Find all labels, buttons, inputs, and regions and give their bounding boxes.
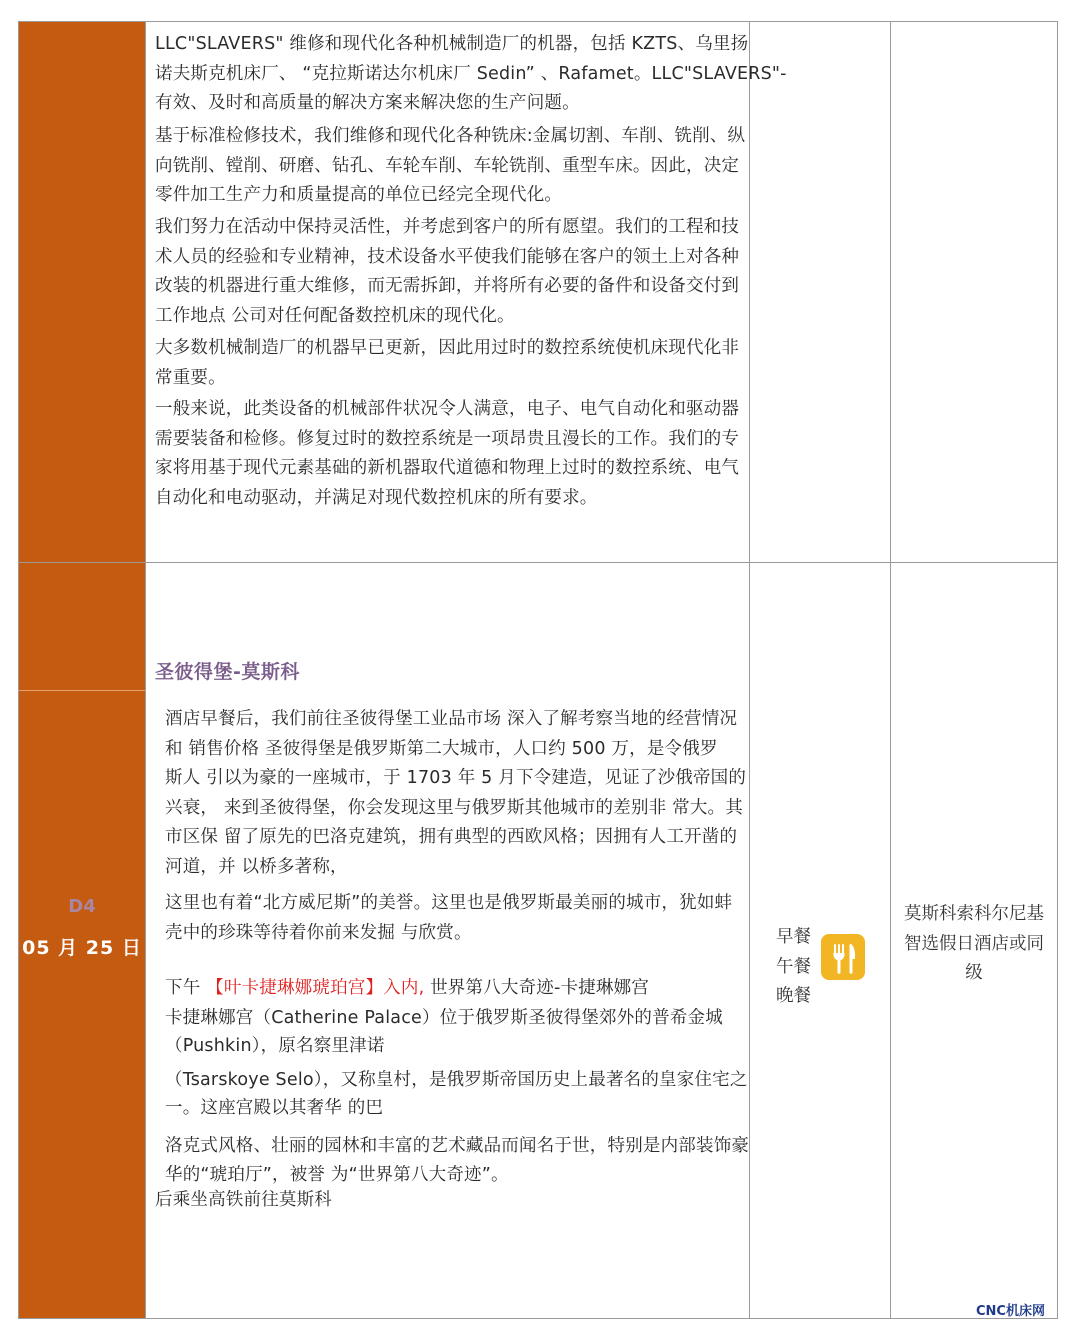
site-watermark: CNC机床网 — [976, 1304, 1045, 1319]
closing-line: 后乘坐高铁前往莫斯科 — [155, 1190, 332, 1210]
day-date: 05 月 25 日 — [22, 937, 142, 959]
meals-list — [776, 923, 811, 1012]
equipment-condition-paragraph: 一般来说，此类设备的机械部件状况令人满意，电子、电气自动化和驱动器 需要装备和检修。修复过时的数控系统是一项昂贵且漫长的工作。我们的专 家将用基于现代元素基础的新机器取代道德和物理上过时的数控系统、电气 自动化和电动驱动，并满足对现代数控机床的所有要求。 — [155, 399, 740, 508]
table-border-right — [1057, 21, 1058, 1319]
table-border-left — [18, 21, 19, 1319]
company-intro-paragraph: LLC"SLAVERS" 维修和现代化各种机械制造厂的机器，包括 KZTS、乌里扬 诺夫斯克机床厂、 “克拉斯诺达尔机床厂 Sedin” 、Rafamet。LLC"SLAVERS"- 有效、及时和高质量的解决方案来解决您的生产问题。 — [155, 34, 787, 113]
hotel-info: 莫斯科索科尔尼基 智选假日酒店或同 级 — [904, 904, 1044, 983]
repair-technology-paragraph: 基于标准检修技术，我们维修和现代化各种铣床:金属切割、车削、铣削、纵 向铣削、镗削、研磨、钻孔、车轮车削、车轮铣削、重型车床。因此，决定 零件加工生产力和质量提高的单位已经完全现代化。 — [155, 126, 746, 205]
fork-knife-icon — [821, 934, 865, 980]
col-divider-meals — [749, 21, 750, 1319]
cnc-update-paragraph: 大多数机械制造厂的机器早已更新，因此用过时的数控系统使机床现代化非 常重要。 — [155, 338, 740, 388]
tsarskoye-selo-paragraph: （Tsarskoye Selo），又称皇村，是俄罗斯帝国历史上最著名的皇家住宅之 一。这座宫殿以其奢华 的巴 — [165, 1070, 748, 1118]
col-divider-hotel — [890, 21, 891, 1319]
meal-dinner: 晚餐 — [776, 986, 811, 1006]
baroque-paragraph: 洛克式风格、壮丽的园林和丰富的艺术藏品而闻名于世，特别是内部装饰豪 华的“琥珀厅”，被誉 为“世界第八大奇迹”。 — [165, 1136, 750, 1185]
meal-lunch: 午餐 — [776, 956, 811, 977]
table-border-top — [19, 21, 1058, 22]
meal-breakfast: 早餐 — [776, 927, 811, 947]
table-border-bottom — [19, 1318, 1058, 1319]
afternoon-prefix: 下午 — [165, 978, 207, 998]
fork-knife-icon-graphic — [821, 934, 865, 980]
afternoon-suffix: 世界第八大奇迹-卡捷琳娜宫 — [424, 978, 650, 998]
catherine-palace-paragraph: 卡捷琳娜宫（Catherine Palace）位于俄罗斯圣彼得堡郊外的普希金城 （Pushkin），原名察里津诺 — [165, 1008, 723, 1056]
day-code: D4 — [68, 896, 96, 917]
day-column-top — [19, 22, 145, 562]
northern-venice-paragraph: 这里也有着“北方威尼斯”的美誉。这里也是俄罗斯最美丽的城市，犹如蚌 壳中的珍珠等待着你前来发掘 与欣赏。 — [165, 893, 733, 943]
st-petersburg-intro: 酒店早餐后，我们前往圣彼得堡工业品市场 深入了解考察当地的经营情况 和 销售价格 圣彼得堡是俄罗斯第二大城市，人口约 500 万，是令俄罗 斯人 引以为豪的一座城市，于 1703 年 5 月下令建造，见证了沙俄帝国的 兴衰， 来到圣彼得堡，你会发现这里与俄罗斯其他城市的差别非 常大。其 市区保 留了原先的巴洛克建筑，拥有典型的西欧风格；因拥有人工开凿的 河道，并 以桥多著称， — [165, 709, 747, 877]
day-column-divider — [19, 690, 145, 691]
amber-palace-highlight: 【叶卡捷琳娜琥珀宫】入内, — [206, 978, 425, 998]
afternoon-line — [165, 974, 649, 1004]
col-divider-content — [145, 21, 146, 1319]
destination-title: 圣彼得堡-莫斯科 — [155, 661, 300, 683]
row-divider — [19, 562, 1058, 563]
flexibility-paragraph: 我们努力在活动中保持灵活性，并考虑到客户的所有愿望。我们的工程和技 术人员的经验和专业精神，技术设备水平使我们能够在客户的领土上对各种 改装的机器进行重大维修，而无需拆卸，并将所有必要的备件和设备交付到 工作地点 公司对任何配备数控机床的现代化。 — [155, 217, 740, 326]
